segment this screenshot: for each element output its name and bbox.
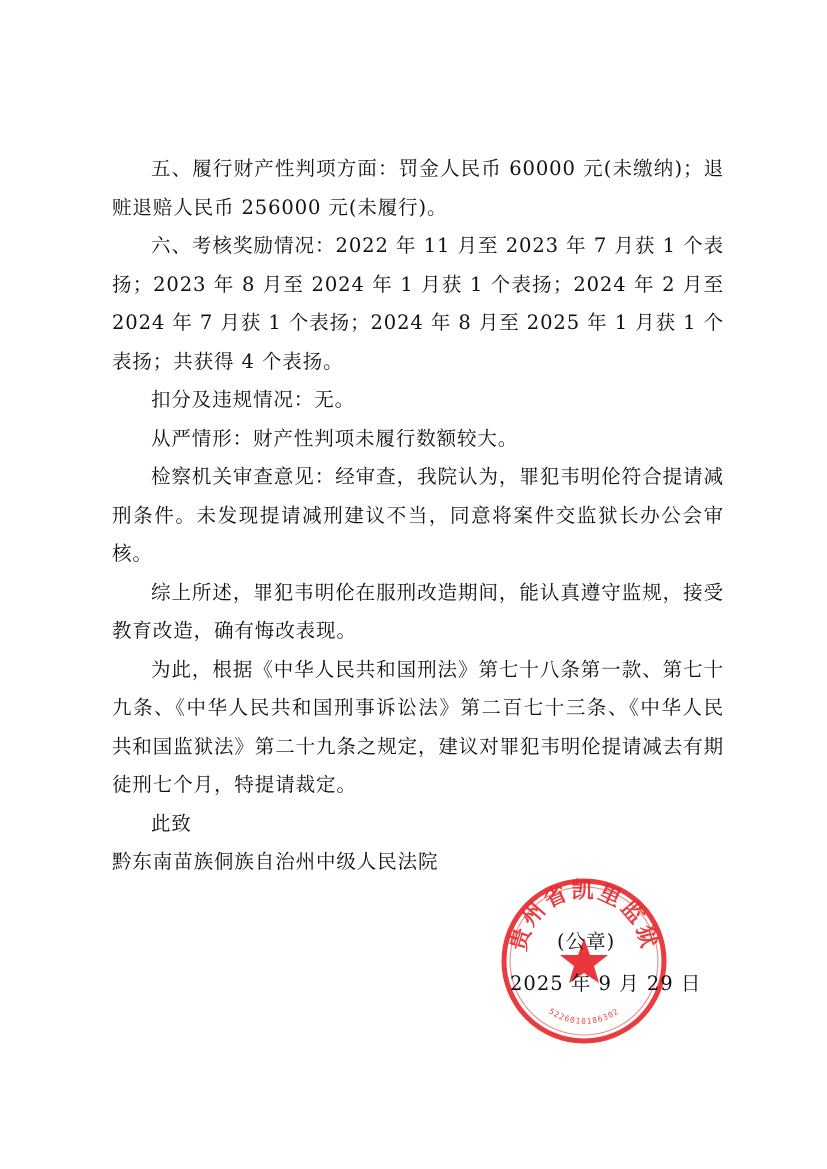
paragraph-rewards: 六、考核奖励情况：2022 年 11 月至 2023 年 7 月获 1 个表扬；2023 年 8 月至 2024 年 1 月获 1 个表扬；2024 年 2 月至 2024 年 7 月获 1 个表扬；2024 年 8 月至 2025 年 1 月获 1 个表扬；共获得 4 个表扬。 (112, 234, 724, 373)
paragraph-strict-circumstances: 从严情形：财产性判项未履行数额较大。 (151, 426, 519, 450)
paragraph-property-execution: 五、履行财产性判项方面：罚金人民币 60000 元(未缴纳)；退赃退赔人民币 256000 元(未履行)。 (112, 157, 724, 219)
seal-institution-text: 贵州省凯里监狱 (506, 878, 662, 954)
salutation: 此致 (151, 811, 192, 835)
seal-code-text: 5226010186302 (547, 1006, 621, 1026)
recipient-court: 黔东南苗族侗族自治州中级人民法院 (112, 850, 439, 873)
paragraph-summary: 综上所述，罪犯韦明伦在服刑改造期间，能认真遵守监规，接受教育改造，确有悔改表现。 (112, 580, 724, 642)
official-seal-stamp (499, 876, 669, 1046)
paragraph-legal-basis: 为此，根据《中华人民共和国刑法》第七十八条第一款、第七十九条、《中华人民共和国刑事诉讼法》第二百七十三条、《中华人民共和国监狱法》第二十九条之规定，建议对罪犯韦明伦提请减去有期徒刑七个月，特提请裁定。 (112, 657, 725, 796)
seal-label: (公章) (557, 930, 616, 953)
paragraph-deductions: 扣分及违规情况：无。 (151, 388, 356, 411)
document-body (112, 150, 724, 882)
paragraph-procuratorate-opinion: 检察机关审查意见：经审查，我院认为，罪犯韦明伦符合提请减刑条件。未发现提请减刑建议不当，同意将案件交监狱长办公会审核。 (112, 465, 724, 565)
document-date: 2025 年 9 月 29 日 (510, 972, 702, 995)
